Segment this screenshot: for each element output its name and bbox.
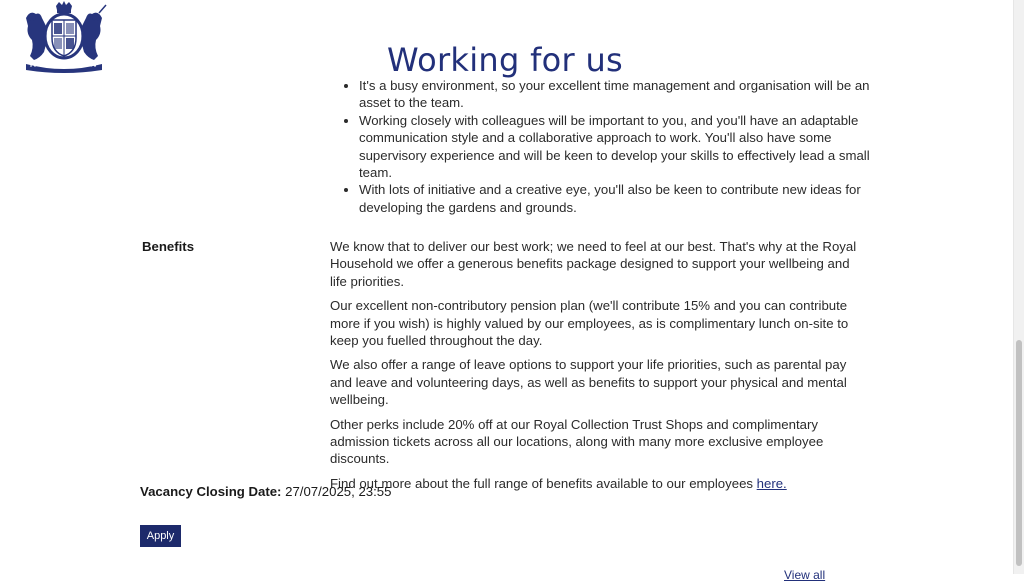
benefits-paragraph: Other perks include 20% off at our Royal Collection Trust Shops and complimentary admission tickets across all our locations, along with many more exclusive employee discounts. xyxy=(330,416,824,467)
find-out-more-text: Find out more about the full range of benefits available to our employees xyxy=(330,475,757,491)
apply-button[interactable]: Apply xyxy=(140,525,181,547)
list-item: • It's a busy environment, so your excellent time management and organisation will be an asset to the team. xyxy=(359,77,879,112)
list-item: • Working closely with colleagues will be important to you, and you'll have an adaptable communication style and a collaborative approach to work. You'll also have some supervisory experience and will be keen to develop your skills to effectively lead a small team. xyxy=(359,112,879,182)
benefits-here-link[interactable]: here. xyxy=(756,475,787,491)
closing-date-value: 27/07/2025, 23:55 xyxy=(285,484,392,499)
vacancy-closing-date xyxy=(140,483,391,500)
benefits-find-out-more xyxy=(330,475,864,492)
benefits-paragraph: We know that to deliver our best work; we need to feel at our best. That's why at the Royal Household we offer a generous benefits package designed to support your wellbeing and life priorities. xyxy=(330,239,857,289)
closing-date-label: Vacancy Closing Date: xyxy=(140,484,282,499)
page-title: Working for us xyxy=(387,41,624,79)
royal-coat-of-arms-logo[interactable] xyxy=(20,0,108,74)
requirements-list xyxy=(341,77,879,216)
page-scrollbar[interactable] xyxy=(1013,0,1024,574)
benefits-paragraph: We also offer a range of leave options to support your life priorities, such as parental pay and leave and volunteering days, as well as benefits to support your physical and mental wellbeing. xyxy=(330,357,847,408)
benefits-label: Benefits xyxy=(142,239,195,254)
scrollbar-thumb[interactable] xyxy=(1016,340,1022,566)
benefits-paragraph: Our excellent non-contributory pension plan (we'll contribute 15% and you can contribute more if you wish) is highly valued by our employees, as is complimentary lunch on-site to keep you fuelled throughout the day. xyxy=(330,298,849,349)
benefits-content xyxy=(330,238,864,499)
view-all-link[interactable]: View all xyxy=(784,568,826,582)
list-item: • With lots of initiative and a creative eye, you'll also be keen to contribute new ideas for developing the gardens and grounds. xyxy=(359,181,879,216)
